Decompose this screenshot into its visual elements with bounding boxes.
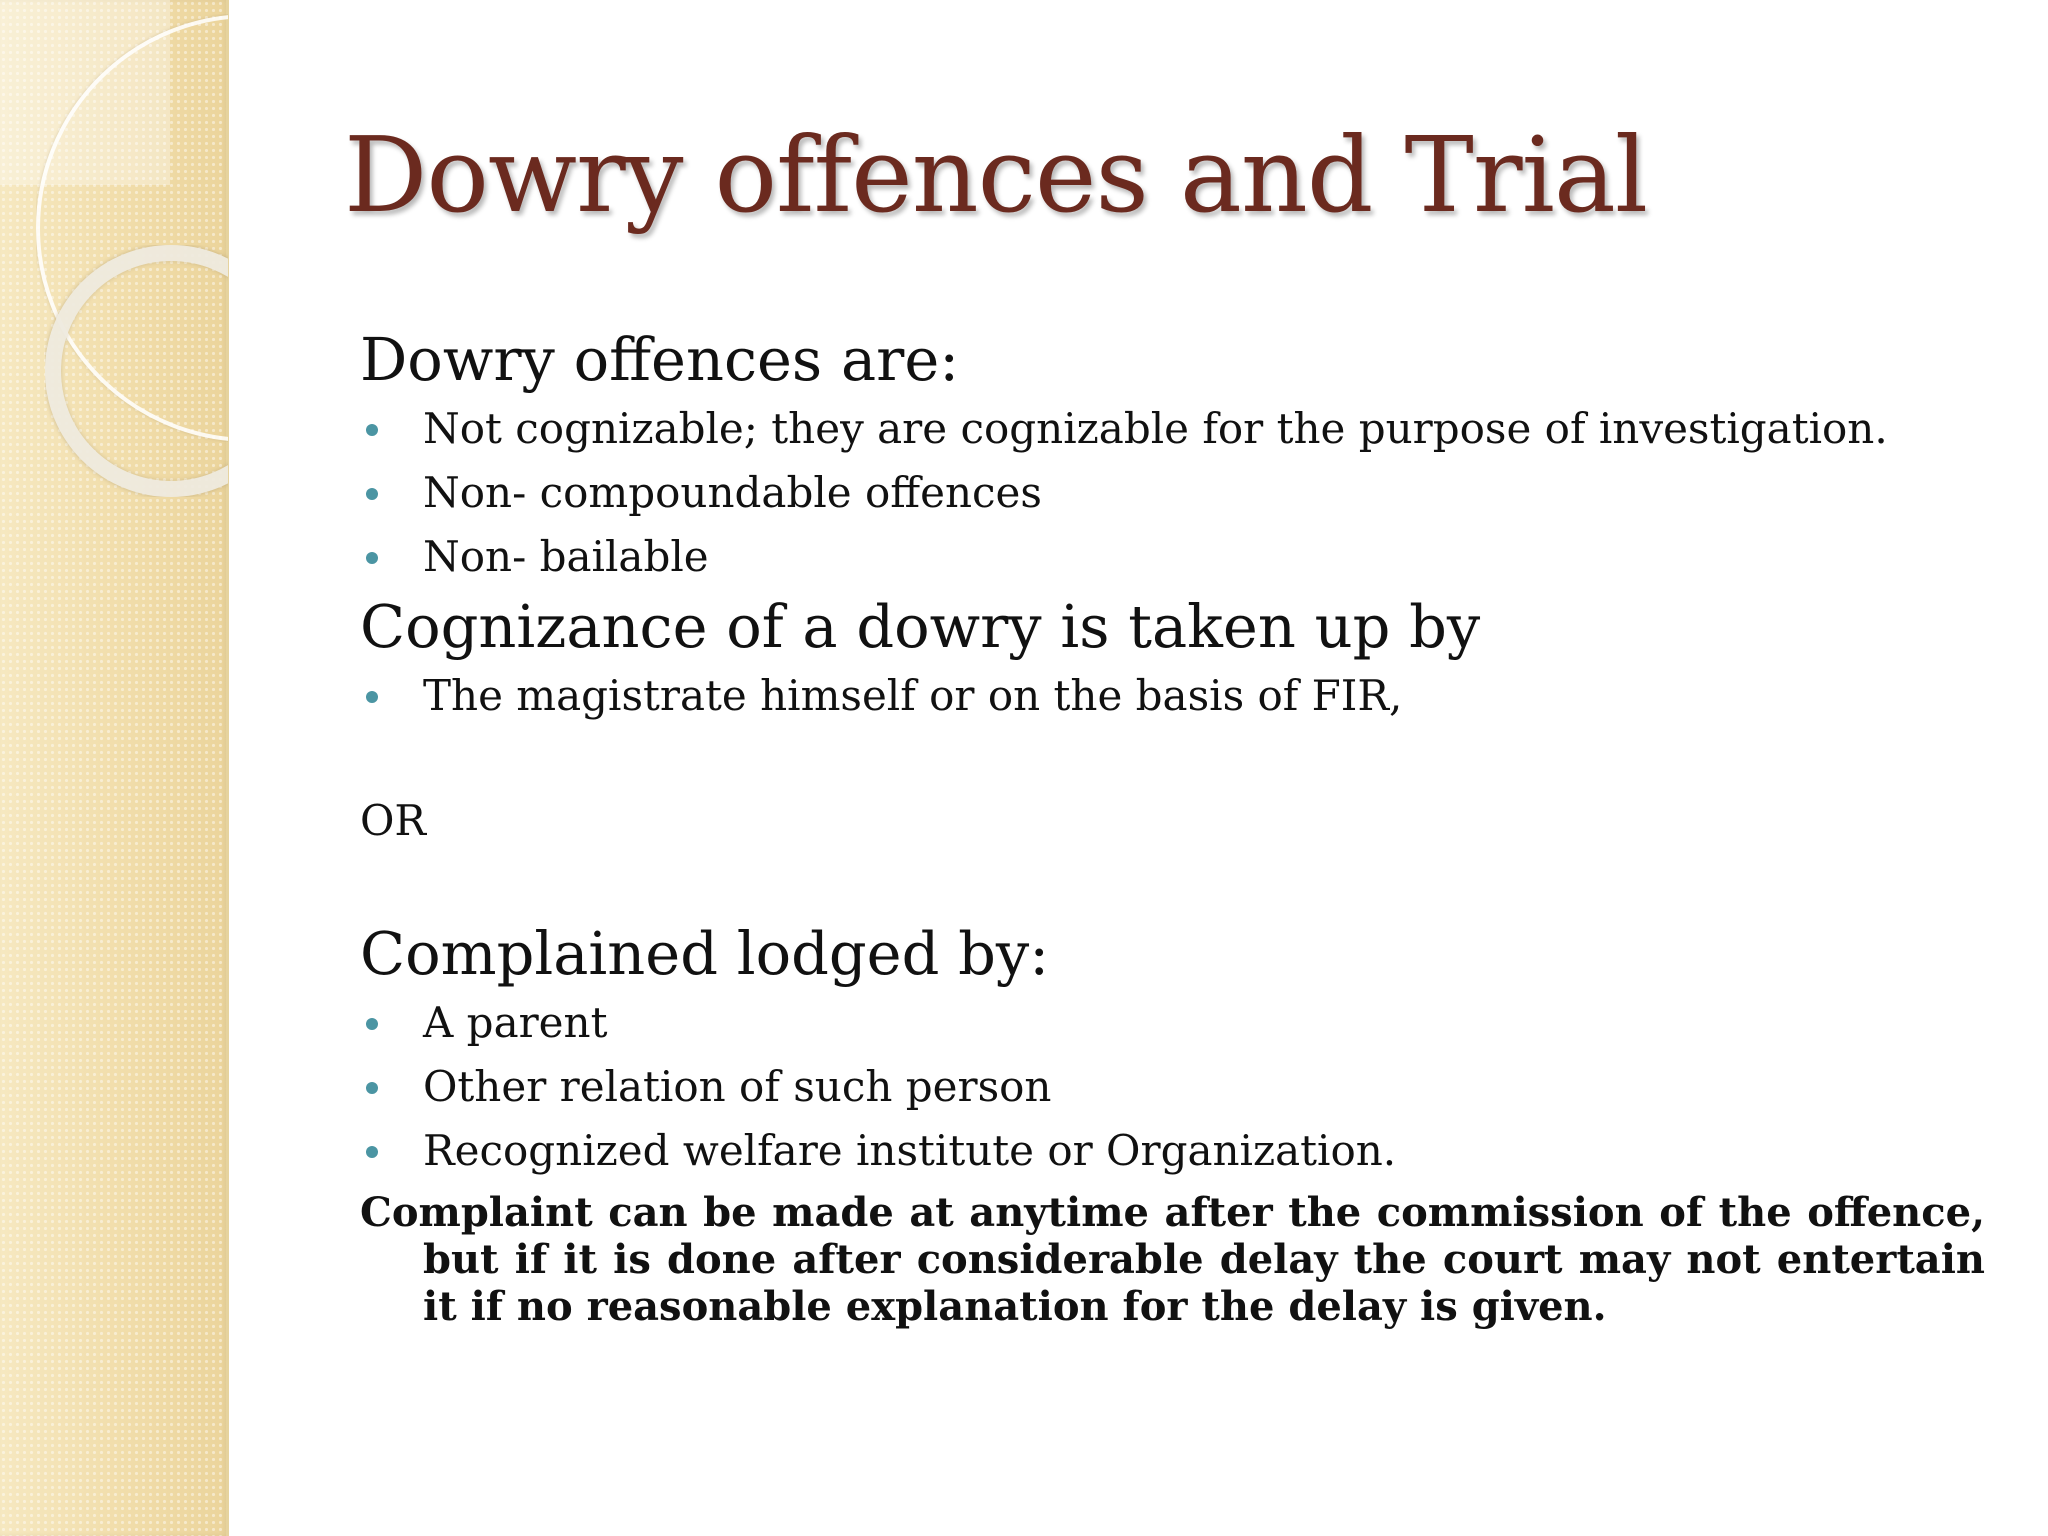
complaint-list <box>360 991 1985 1183</box>
list-item <box>360 1119 1985 1183</box>
list-item-text: Non- compoundable offences <box>423 468 1042 517</box>
slide-title: Dowry offences and Trial <box>344 114 1648 236</box>
bullet-icon <box>366 691 378 703</box>
or-separator: OR <box>360 796 427 845</box>
offences-list <box>360 397 1985 589</box>
bullet-icon <box>366 1082 378 1094</box>
bullet-icon <box>366 552 378 564</box>
bullet-icon <box>366 1018 378 1030</box>
bullet-icon <box>366 424 378 436</box>
list-item-text: Recognized welfare institute or Organization. <box>423 1126 1397 1175</box>
decorative-side-band <box>0 0 228 1536</box>
list-item <box>360 525 1985 589</box>
bullet-icon <box>366 1146 378 1158</box>
cognizance-heading: Cognizance of a dowry is taken up by <box>360 592 1481 661</box>
list-item <box>360 461 1985 525</box>
list-item <box>360 991 1985 1055</box>
list-item <box>360 1055 1985 1119</box>
closing-note: Complaint can be made at anytime after the commission of the offence, but if it is done after considerable delay the court may not entertain it if no reasonable explanation for the delay is given. <box>360 1189 1985 1330</box>
list-item-text: Other relation of such person <box>423 1062 1052 1111</box>
cognizance-list <box>360 664 1985 728</box>
decorative-side-panel <box>0 0 170 185</box>
list-item <box>360 664 1985 728</box>
list-item-text: Not cognizable; they are cognizable for the purpose of investigation. <box>423 404 1888 453</box>
list-item <box>360 397 1985 461</box>
bullet-icon <box>366 488 378 500</box>
list-item-text: The magistrate himself or on the basis of FIR, <box>423 671 1403 720</box>
slide-body <box>360 320 1985 1370</box>
offences-heading: Dowry offences are: <box>360 325 960 394</box>
list-item-text: A parent <box>423 998 608 1047</box>
list-item-text: Non- bailable <box>423 532 709 581</box>
decorative-side-edge <box>226 0 229 1536</box>
complaint-heading: Complained lodged by: <box>360 919 1050 988</box>
